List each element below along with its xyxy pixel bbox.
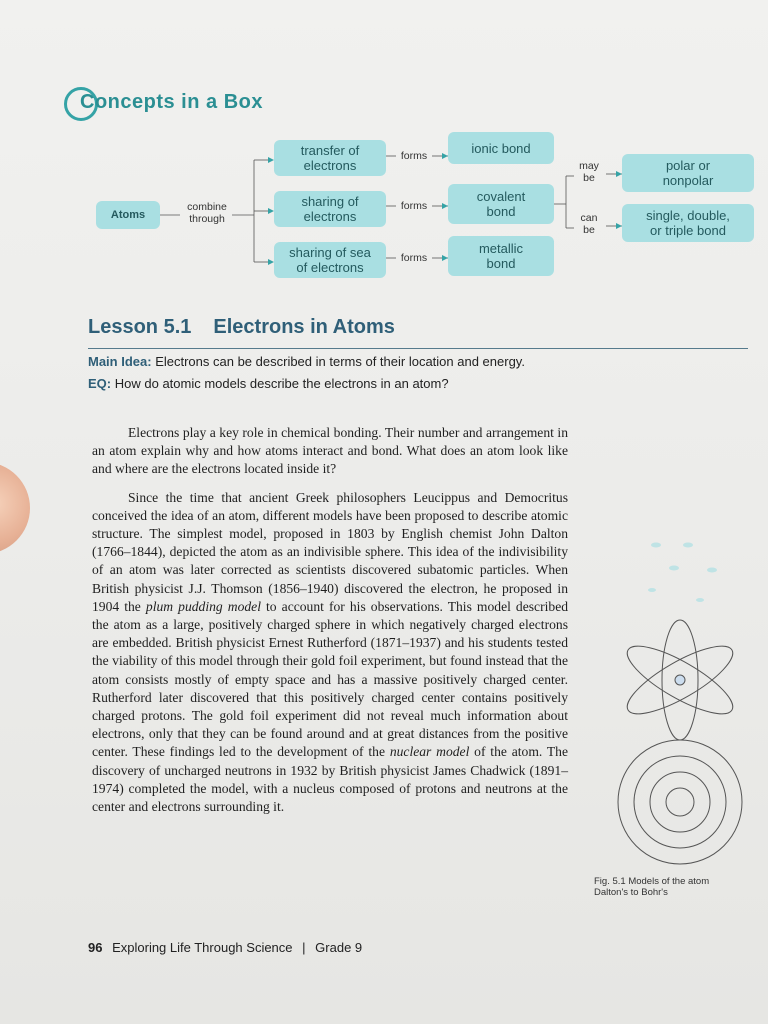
combine-through-label: combine through	[187, 201, 227, 225]
concept-polar-nonpolar: polar or nonpolar	[622, 154, 754, 192]
body-paragraph-2: Since the time that ancient Greek philosophers Leucippus and Democritus conceived the idea of an atom, different models have been proposed to describe atomic structure. The simplest model, proposed in 1803 by English chemist John Dalton (1766–1844), depicted the atom as an indivisible sphere. This idea of the indivisibility of an atom was later corrected as scientists discovered subatomic particles. When British physicist J.J. Thomson (1856–1940) discovered the electron, he proposed in 1904 the plum pudding model to account for his observations. This model described the atom as a large, positively charged sphere in which negatively charged electrons are embedded. British physicist Ernest Rutherford (1871–1937) and his students tested the viability of this model through their gold foil experiment, but found instead that the atom consists mostly of empty space and has a massive positively charged center. Rutherford later discovered that this positively charged center contains positively charged protons. The gold foil experiment did not reveal much information about electrons, only that they can be found around and at great distances from the positive center. These findings led to the development of the nuclear model of the atom. The discovery of uncharged neutrons in 1932 by British physicist James Chadwick (1891–1974) completed the model, with a nucleus composed of protons and neutrons at the center and electrons surrounding it.	[92, 489, 569, 815]
faint-particles	[648, 543, 717, 603]
main-idea-label: Main Idea:	[88, 354, 152, 369]
essential-question	[88, 376, 449, 391]
forms-label: forms	[400, 200, 428, 212]
eq-text: How do atomic models describe the electrons in an atom?	[114, 376, 449, 391]
atom-models-figure	[600, 530, 750, 890]
footer-separator: |	[302, 940, 306, 955]
can-be-label: can be	[580, 212, 598, 236]
concept-metallic-bond: metallic bond	[448, 236, 554, 276]
grade-label: Grade 9	[315, 940, 363, 955]
forms-label: forms	[400, 150, 428, 162]
lesson-number: Lesson 5.1	[88, 316, 192, 338]
may-be-label: may be	[579, 160, 599, 184]
lesson-heading	[88, 316, 395, 339]
page-footer	[88, 940, 362, 955]
figure-caption: Fig. 5.1 Models of the atom Dalton's to Bohr's	[594, 876, 710, 898]
nuclear-model-term: nuclear model	[389, 744, 470, 760]
concepts-heading: Concepts in a Box	[64, 84, 247, 120]
concept-sharing-sea-electrons: sharing of sea of electrons	[274, 242, 386, 278]
thumb-photo-artifact	[0, 462, 30, 554]
bohr-atom	[618, 740, 742, 864]
forms-label: forms	[400, 252, 428, 264]
concept-ionic-bond: ionic bond	[448, 132, 554, 164]
main-idea-text: Electrons can be described in terms of their location and energy.	[155, 354, 525, 369]
concept-single-double-triple: single, double, or triple bond	[622, 204, 754, 242]
concept-atoms: Atoms	[96, 201, 160, 229]
concept-sharing-electrons: sharing of electrons	[274, 191, 386, 227]
page-number: 96	[88, 940, 103, 955]
rutherford-atom	[619, 620, 741, 740]
eq-label: EQ:	[88, 376, 112, 391]
lesson-title: Electrons in Atoms	[213, 316, 395, 338]
lesson-body	[92, 424, 568, 826]
body-paragraph-1: Electrons play a key role in chemical bonding. Their number and arrangement in an atom explain why and how atoms interact and bond. What does an atom look like and where are the electrons located inside it?	[92, 425, 568, 477]
concept-transfer-electrons: transfer of electrons	[274, 140, 386, 176]
lesson-divider	[88, 348, 748, 349]
plum-pudding-term: plum pudding model	[145, 598, 261, 614]
concept-covalent-bond: covalent bond	[448, 184, 554, 224]
main-idea	[88, 354, 525, 369]
book-title: Exploring Life Through Science	[112, 940, 293, 955]
